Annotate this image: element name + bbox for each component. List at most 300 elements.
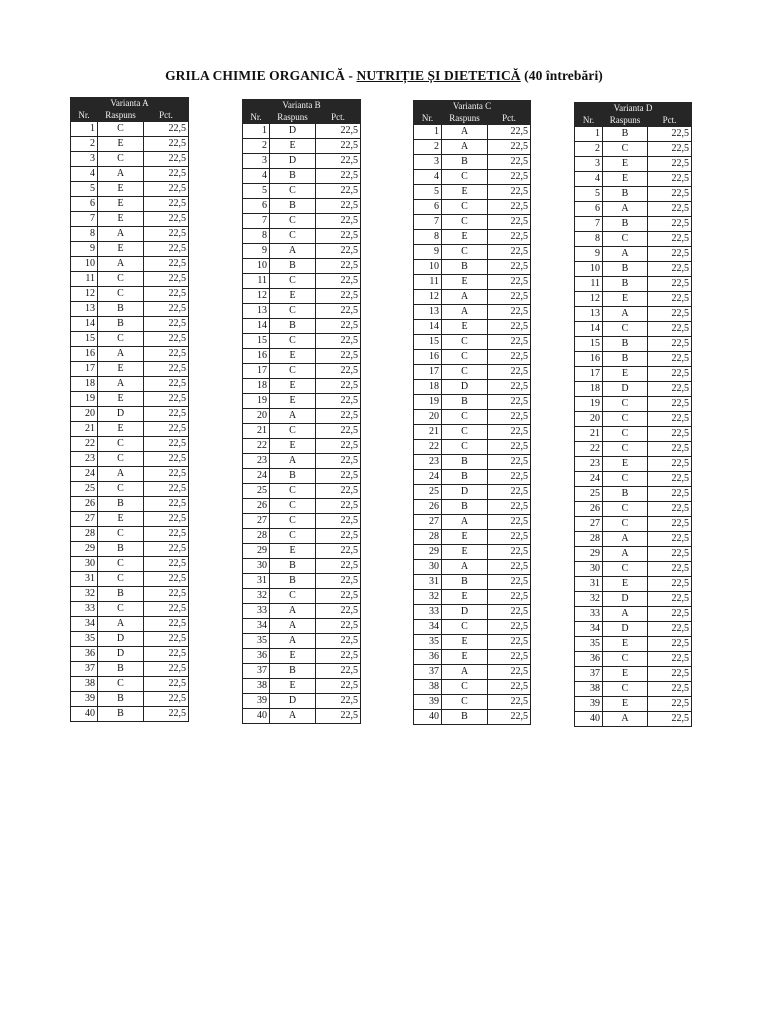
col-header-raspuns: Raspuns — [603, 115, 648, 127]
points-value: 22,5 — [144, 167, 189, 182]
answer-letter: E — [270, 289, 316, 304]
answer-letter: C — [98, 332, 144, 347]
points-value: 22,5 — [488, 125, 531, 140]
table-row — [71, 527, 189, 542]
question-number: 7 — [414, 215, 442, 230]
answer-letter: C — [442, 620, 488, 635]
answer-letter: E — [98, 512, 144, 527]
points-value: 22,5 — [144, 332, 189, 347]
question-number: 14 — [414, 320, 442, 335]
question-number: 35 — [414, 635, 442, 650]
table-row — [243, 679, 361, 694]
question-number: 18 — [575, 382, 603, 397]
points-value: 22,5 — [488, 515, 531, 530]
table-row — [71, 227, 189, 242]
table-row — [575, 397, 692, 412]
answer-letter: A — [270, 454, 316, 469]
question-number: 9 — [243, 244, 270, 259]
question-number: 38 — [71, 677, 98, 692]
question-number: 31 — [575, 577, 603, 592]
variant-title: Varianta C — [414, 101, 531, 113]
points-value: 22,5 — [488, 440, 531, 455]
answer-letter: E — [98, 242, 144, 257]
table-row — [414, 680, 531, 695]
table-row — [71, 437, 189, 452]
answer-letter: A — [98, 347, 144, 362]
points-value: 22,5 — [144, 287, 189, 302]
variant-title: Varianta B — [243, 100, 361, 112]
table-row — [71, 557, 189, 572]
question-number: 27 — [71, 512, 98, 527]
table-row — [575, 577, 692, 592]
question-number: 39 — [414, 695, 442, 710]
answer-letter: B — [442, 155, 488, 170]
question-number: 15 — [71, 332, 98, 347]
question-number: 8 — [414, 230, 442, 245]
table-row — [414, 350, 531, 365]
table-row — [414, 290, 531, 305]
table-row — [575, 277, 692, 292]
points-value: 22,5 — [316, 469, 361, 484]
question-number: 16 — [575, 352, 603, 367]
answer-letter: E — [270, 139, 316, 154]
points-value: 22,5 — [316, 559, 361, 574]
points-value: 22,5 — [488, 575, 531, 590]
table-row — [414, 485, 531, 500]
answer-letter: B — [603, 127, 648, 142]
table-row — [575, 367, 692, 382]
points-value: 22,5 — [316, 484, 361, 499]
question-number: 23 — [243, 454, 270, 469]
table-row — [414, 410, 531, 425]
answer-letter: C — [98, 527, 144, 542]
answer-letter: C — [270, 499, 316, 514]
table-row — [243, 634, 361, 649]
points-value: 22,5 — [316, 514, 361, 529]
answer-letter: E — [442, 185, 488, 200]
table-row — [71, 242, 189, 257]
question-number: 6 — [243, 199, 270, 214]
col-header-raspuns: Raspuns — [98, 110, 144, 122]
table-row — [575, 142, 692, 157]
question-number: 18 — [414, 380, 442, 395]
table-row — [414, 155, 531, 170]
question-number: 11 — [243, 274, 270, 289]
table-row — [243, 214, 361, 229]
table-row — [575, 217, 692, 232]
answer-letter: D — [98, 647, 144, 662]
table-row — [414, 440, 531, 455]
points-value: 22,5 — [648, 457, 692, 472]
question-number: 26 — [575, 502, 603, 517]
answer-letter: B — [270, 259, 316, 274]
points-value: 22,5 — [316, 634, 361, 649]
points-value: 22,5 — [144, 197, 189, 212]
question-number: 33 — [71, 602, 98, 617]
table-row — [414, 560, 531, 575]
points-value: 22,5 — [144, 362, 189, 377]
table-row — [71, 632, 189, 647]
question-number: 38 — [414, 680, 442, 695]
answer-letter: B — [603, 337, 648, 352]
table-row — [414, 455, 531, 470]
points-value: 22,5 — [144, 647, 189, 662]
answer-letter: B — [270, 574, 316, 589]
question-number: 38 — [243, 679, 270, 694]
points-value: 22,5 — [316, 349, 361, 364]
points-value: 22,5 — [488, 635, 531, 650]
question-number: 1 — [71, 122, 98, 137]
points-value: 22,5 — [488, 320, 531, 335]
points-value: 22,5 — [488, 470, 531, 485]
question-number: 14 — [243, 319, 270, 334]
question-number: 5 — [71, 182, 98, 197]
variant-d-table — [574, 102, 692, 727]
points-value: 22,5 — [316, 649, 361, 664]
table-row — [71, 317, 189, 332]
table-row — [575, 352, 692, 367]
table-row — [575, 292, 692, 307]
answer-letter: C — [270, 334, 316, 349]
question-number: 31 — [414, 575, 442, 590]
answer-letter: A — [603, 202, 648, 217]
answer-letter: C — [270, 514, 316, 529]
points-value: 22,5 — [648, 232, 692, 247]
answer-letter: C — [442, 200, 488, 215]
points-value: 22,5 — [316, 229, 361, 244]
answer-letter: C — [603, 562, 648, 577]
points-value: 22,5 — [648, 442, 692, 457]
answer-letter: B — [603, 262, 648, 277]
answer-letter: B — [98, 707, 144, 722]
answer-letter: E — [98, 212, 144, 227]
question-number: 38 — [575, 682, 603, 697]
answer-letter: A — [603, 247, 648, 262]
points-value: 22,5 — [316, 439, 361, 454]
question-number: 12 — [71, 287, 98, 302]
question-number: 34 — [243, 619, 270, 634]
table-row — [414, 530, 531, 545]
answer-letter: E — [98, 197, 144, 212]
points-value: 22,5 — [648, 517, 692, 532]
table-row — [243, 199, 361, 214]
points-value: 22,5 — [648, 682, 692, 697]
table-row — [71, 467, 189, 482]
table-row — [414, 185, 531, 200]
answer-letter: A — [442, 515, 488, 530]
question-number: 10 — [243, 259, 270, 274]
col-header-pct: Pct. — [144, 110, 189, 122]
table-row — [71, 332, 189, 347]
table-row — [243, 469, 361, 484]
answer-letter: B — [442, 470, 488, 485]
answer-letter: C — [442, 425, 488, 440]
table-row — [414, 170, 531, 185]
question-number: 14 — [71, 317, 98, 332]
answer-letter: C — [270, 589, 316, 604]
table-row — [71, 602, 189, 617]
points-value: 22,5 — [316, 259, 361, 274]
table-row — [575, 652, 692, 667]
points-value: 22,5 — [648, 382, 692, 397]
answer-letter: C — [98, 677, 144, 692]
answer-letter: C — [442, 245, 488, 260]
table-row — [71, 512, 189, 527]
answer-letter: E — [98, 392, 144, 407]
answer-letter: E — [98, 422, 144, 437]
question-number: 15 — [414, 335, 442, 350]
answer-letter: B — [442, 395, 488, 410]
points-value: 22,5 — [316, 364, 361, 379]
question-number: 39 — [71, 692, 98, 707]
points-value: 22,5 — [648, 547, 692, 562]
col-header-nr: Nr. — [414, 113, 442, 125]
question-number: 33 — [575, 607, 603, 622]
table-row — [243, 184, 361, 199]
points-value: 22,5 — [316, 334, 361, 349]
points-value: 22,5 — [648, 622, 692, 637]
answer-letter: A — [270, 244, 316, 259]
answer-letter: C — [603, 442, 648, 457]
question-number: 11 — [575, 277, 603, 292]
question-number: 25 — [414, 485, 442, 500]
points-value: 22,5 — [144, 632, 189, 647]
answer-letter: B — [270, 664, 316, 679]
question-number: 4 — [71, 167, 98, 182]
table-row — [575, 322, 692, 337]
points-value: 22,5 — [488, 545, 531, 560]
points-value: 22,5 — [316, 169, 361, 184]
table-row — [414, 380, 531, 395]
table-row — [243, 274, 361, 289]
table-row — [243, 589, 361, 604]
answer-letter: E — [603, 457, 648, 472]
points-value: 22,5 — [144, 302, 189, 317]
table-row — [414, 650, 531, 665]
question-number: 37 — [575, 667, 603, 682]
table-row — [243, 244, 361, 259]
question-number: 24 — [243, 469, 270, 484]
points-value: 22,5 — [316, 274, 361, 289]
points-value: 22,5 — [144, 527, 189, 542]
points-value: 22,5 — [316, 214, 361, 229]
question-number: 1 — [575, 127, 603, 142]
points-value: 22,5 — [316, 589, 361, 604]
variant-a-table — [70, 97, 189, 722]
question-number: 3 — [414, 155, 442, 170]
question-number: 17 — [575, 367, 603, 382]
points-value: 22,5 — [488, 200, 531, 215]
question-number: 5 — [575, 187, 603, 202]
points-value: 22,5 — [144, 137, 189, 152]
table-row — [575, 337, 692, 352]
question-number: 36 — [575, 652, 603, 667]
answer-letter: C — [442, 335, 488, 350]
table-row — [243, 529, 361, 544]
question-number: 15 — [243, 334, 270, 349]
answer-letter: B — [98, 302, 144, 317]
points-value: 22,5 — [144, 257, 189, 272]
points-value: 22,5 — [144, 182, 189, 197]
points-value: 22,5 — [144, 542, 189, 557]
table-row — [414, 305, 531, 320]
table-row — [71, 452, 189, 467]
table-row — [71, 707, 189, 722]
answer-letter: A — [603, 547, 648, 562]
answer-letter: C — [270, 529, 316, 544]
points-value: 22,5 — [316, 604, 361, 619]
points-value: 22,5 — [648, 367, 692, 382]
table-row — [575, 412, 692, 427]
table-row — [71, 497, 189, 512]
points-value: 22,5 — [144, 212, 189, 227]
answer-letter: B — [270, 469, 316, 484]
points-value: 22,5 — [316, 529, 361, 544]
question-number: 27 — [243, 514, 270, 529]
question-number: 26 — [243, 499, 270, 514]
answer-letter: D — [603, 622, 648, 637]
table-row — [575, 442, 692, 457]
points-value: 22,5 — [488, 275, 531, 290]
table-row — [575, 532, 692, 547]
table-row — [71, 407, 189, 422]
answer-letter: C — [270, 229, 316, 244]
question-number: 10 — [414, 260, 442, 275]
question-number: 13 — [243, 304, 270, 319]
points-value: 22,5 — [488, 365, 531, 380]
answer-letter: D — [270, 694, 316, 709]
points-value: 22,5 — [488, 140, 531, 155]
table-row — [243, 424, 361, 439]
table-row — [243, 169, 361, 184]
answer-letter: B — [270, 169, 316, 184]
table-row — [575, 667, 692, 682]
table-row — [575, 157, 692, 172]
question-number: 17 — [243, 364, 270, 379]
points-value: 22,5 — [488, 245, 531, 260]
answer-letter: A — [442, 140, 488, 155]
answer-letter: C — [270, 274, 316, 289]
points-value: 22,5 — [144, 467, 189, 482]
points-value: 22,5 — [648, 562, 692, 577]
points-value: 22,5 — [488, 665, 531, 680]
table-row — [414, 365, 531, 380]
question-number: 16 — [71, 347, 98, 362]
question-number: 8 — [243, 229, 270, 244]
answer-letter: C — [98, 557, 144, 572]
points-value: 22,5 — [648, 502, 692, 517]
points-value: 22,5 — [648, 697, 692, 712]
points-value: 22,5 — [648, 247, 692, 262]
col-header-pct: Pct. — [488, 113, 531, 125]
question-number: 22 — [243, 439, 270, 454]
question-number: 24 — [575, 472, 603, 487]
points-value: 22,5 — [648, 337, 692, 352]
answer-letter: B — [270, 199, 316, 214]
answer-letter: C — [442, 215, 488, 230]
answer-letter: B — [98, 587, 144, 602]
answer-letter: E — [98, 362, 144, 377]
question-number: 10 — [575, 262, 603, 277]
question-number: 20 — [575, 412, 603, 427]
table-row — [71, 152, 189, 167]
points-value: 22,5 — [488, 170, 531, 185]
table-row — [71, 287, 189, 302]
table-row — [414, 635, 531, 650]
variant-b-table — [242, 99, 361, 724]
table-row — [71, 617, 189, 632]
answer-letter: B — [603, 187, 648, 202]
question-number: 8 — [71, 227, 98, 242]
question-number: 3 — [243, 154, 270, 169]
table-row — [243, 139, 361, 154]
points-value: 22,5 — [316, 394, 361, 409]
answer-letter: A — [603, 712, 648, 727]
answer-letter: C — [98, 437, 144, 452]
points-value: 22,5 — [316, 574, 361, 589]
table-row — [243, 559, 361, 574]
question-number: 9 — [575, 247, 603, 262]
answer-letter: E — [603, 637, 648, 652]
answer-letter: E — [270, 439, 316, 454]
answer-letter: C — [270, 184, 316, 199]
table-row — [71, 182, 189, 197]
answer-letter: E — [442, 275, 488, 290]
points-value: 22,5 — [144, 452, 189, 467]
question-number: 37 — [414, 665, 442, 680]
question-number: 8 — [575, 232, 603, 247]
points-value: 22,5 — [144, 122, 189, 137]
answer-letter: C — [270, 364, 316, 379]
question-number: 11 — [414, 275, 442, 290]
answer-letter: C — [442, 440, 488, 455]
answer-letter: E — [270, 379, 316, 394]
answer-letter: C — [603, 652, 648, 667]
question-number: 2 — [575, 142, 603, 157]
table-row — [243, 544, 361, 559]
question-number: 25 — [575, 487, 603, 502]
answer-letter: B — [98, 317, 144, 332]
table-row — [575, 517, 692, 532]
question-number: 20 — [414, 410, 442, 425]
points-value: 22,5 — [648, 592, 692, 607]
table-row — [71, 212, 189, 227]
question-number: 24 — [414, 470, 442, 485]
table-row — [414, 710, 531, 725]
table-row — [575, 607, 692, 622]
question-number: 37 — [243, 664, 270, 679]
question-number: 37 — [71, 662, 98, 677]
answer-letter: E — [270, 394, 316, 409]
question-number: 11 — [71, 272, 98, 287]
answer-letter: C — [603, 142, 648, 157]
question-number: 21 — [414, 425, 442, 440]
points-value: 22,5 — [144, 272, 189, 287]
table-row — [575, 637, 692, 652]
table-row — [414, 425, 531, 440]
points-value: 22,5 — [316, 424, 361, 439]
points-value: 22,5 — [488, 230, 531, 245]
points-value: 22,5 — [144, 152, 189, 167]
answer-letter: D — [603, 592, 648, 607]
question-number: 6 — [575, 202, 603, 217]
points-value: 22,5 — [488, 305, 531, 320]
points-value: 22,5 — [648, 202, 692, 217]
points-value: 22,5 — [648, 577, 692, 592]
answer-letter: C — [442, 695, 488, 710]
answer-letter: C — [603, 412, 648, 427]
table-row — [243, 574, 361, 589]
